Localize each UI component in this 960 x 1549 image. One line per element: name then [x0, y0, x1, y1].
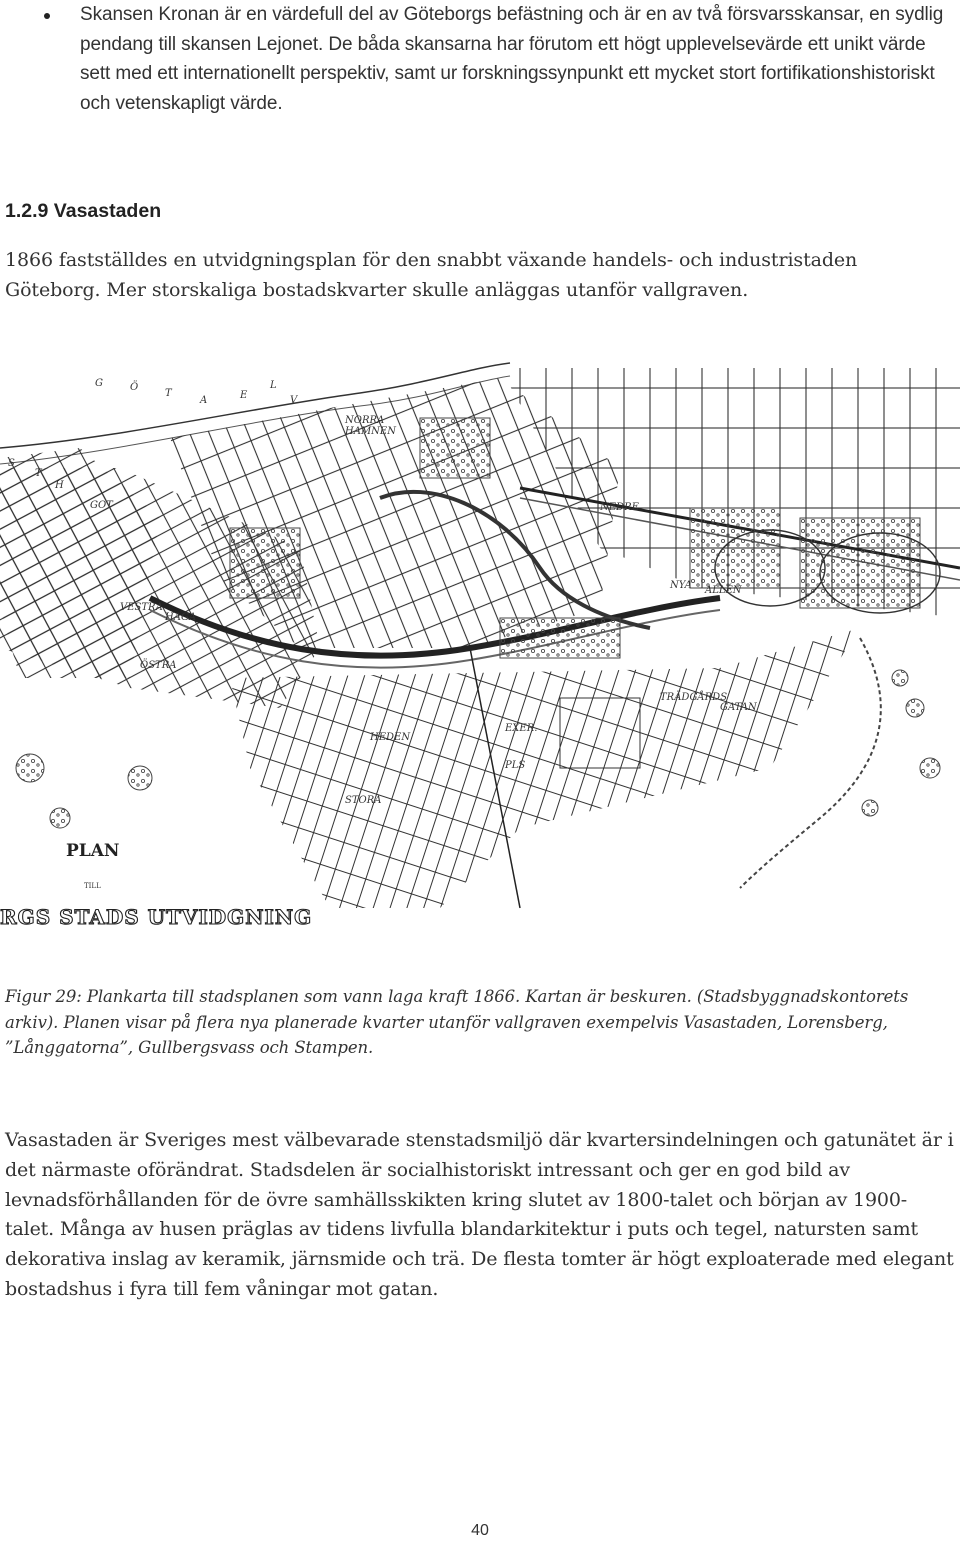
- map-label: G: [95, 378, 103, 389]
- historic-city-map: [0, 348, 960, 936]
- map-label: VESTRA: [120, 602, 163, 613]
- body-paragraph: Vasastaden är Sveriges mest välbevarade stenstadsmiljö där kvartersindelningen och gatunätet är i det närmaste oförändrat. Stadsdelen är socialhistoriskt intressant och ger en god bild av levnadsförhållanden för de övre samhällsskikten kring slutet av 1800-talet och början av 1900-talet. Många av husen präglas av tidens livfulla blandarkitektur i puts och tegel, natursten samt dekorativa inslag av keramik, järnsmide och trä. De flesta tomter är högt exploaterade med elegant bostadshus i fyra till fem våningar mot gatan.: [5, 1129, 954, 1300]
- map-label: L: [270, 380, 277, 391]
- map-label: ALLÉN: [705, 585, 742, 596]
- intro-paragraph: 1866 fastställdes en utvidgningsplan för den snabbt växande handels- och industristaden Göteborg. Mer storskaliga bostadskvarter skulle anläggas utanför vallgraven.: [5, 249, 858, 301]
- map-label: NYA: [670, 580, 692, 591]
- map-label: NORRA: [345, 415, 385, 426]
- map-label: Ö: [130, 382, 139, 393]
- map-label: A: [200, 395, 208, 406]
- map-title-till: TILL: [84, 882, 101, 890]
- map-label: TRÄDGÅRDS: [660, 692, 728, 703]
- section-heading: 1.2.9 Vasastaden: [5, 200, 162, 222]
- map-title-main: RGS STADS UTVIDGNING: [0, 905, 313, 929]
- map-label: T: [165, 388, 172, 399]
- map-label: GATAN: [720, 702, 757, 713]
- bullet-text: Skansen Kronan är en värdefull del av Göteborgs befästning och är en av två försvarsskansar, en sydlig pendang till skansen Lejonet. De båda skansarna har förutom ett högt upplevelsevärde ett unikt värde sett med ett internationellt perspektiv, samt ur forskningssynpunkt ett mycket stort fortifikationshistoriskt och vetenskapligt värde.: [80, 4, 944, 114]
- map-title-plan: PLAN: [66, 841, 120, 861]
- map-label: GOT: [90, 500, 113, 511]
- map-label: T: [35, 468, 42, 479]
- map-label: S: [8, 458, 15, 469]
- map-label: PLS: [505, 760, 526, 771]
- page-number: 40: [471, 1522, 489, 1539]
- map-label: EXER.: [505, 723, 538, 734]
- map-label: ÖSTRA: [140, 660, 177, 671]
- map-label: H: [55, 480, 64, 491]
- bullet-icon: [44, 13, 50, 19]
- map-label: E: [240, 390, 248, 401]
- figure-caption: Figur 29: Plankarta till stadsplanen som vann laga kraft 1866. Kartan är beskuren. (Stadsbyggnadskontorets arkiv). Planen visar på flera nya planerade kvarter utanför vallgraven exempelvis Vasastaden, Lorensberg, ”Långgatorna”, Gullbergsvass och Stampen.: [5, 987, 909, 1057]
- map-label: STORA: [345, 795, 382, 806]
- map-label: HAMNEN: [345, 426, 396, 437]
- map-label: NEDRE: [600, 502, 639, 513]
- map-label: HAGA: [165, 612, 197, 623]
- map-label: V: [290, 395, 298, 406]
- map-label: HEDEN: [370, 732, 411, 743]
